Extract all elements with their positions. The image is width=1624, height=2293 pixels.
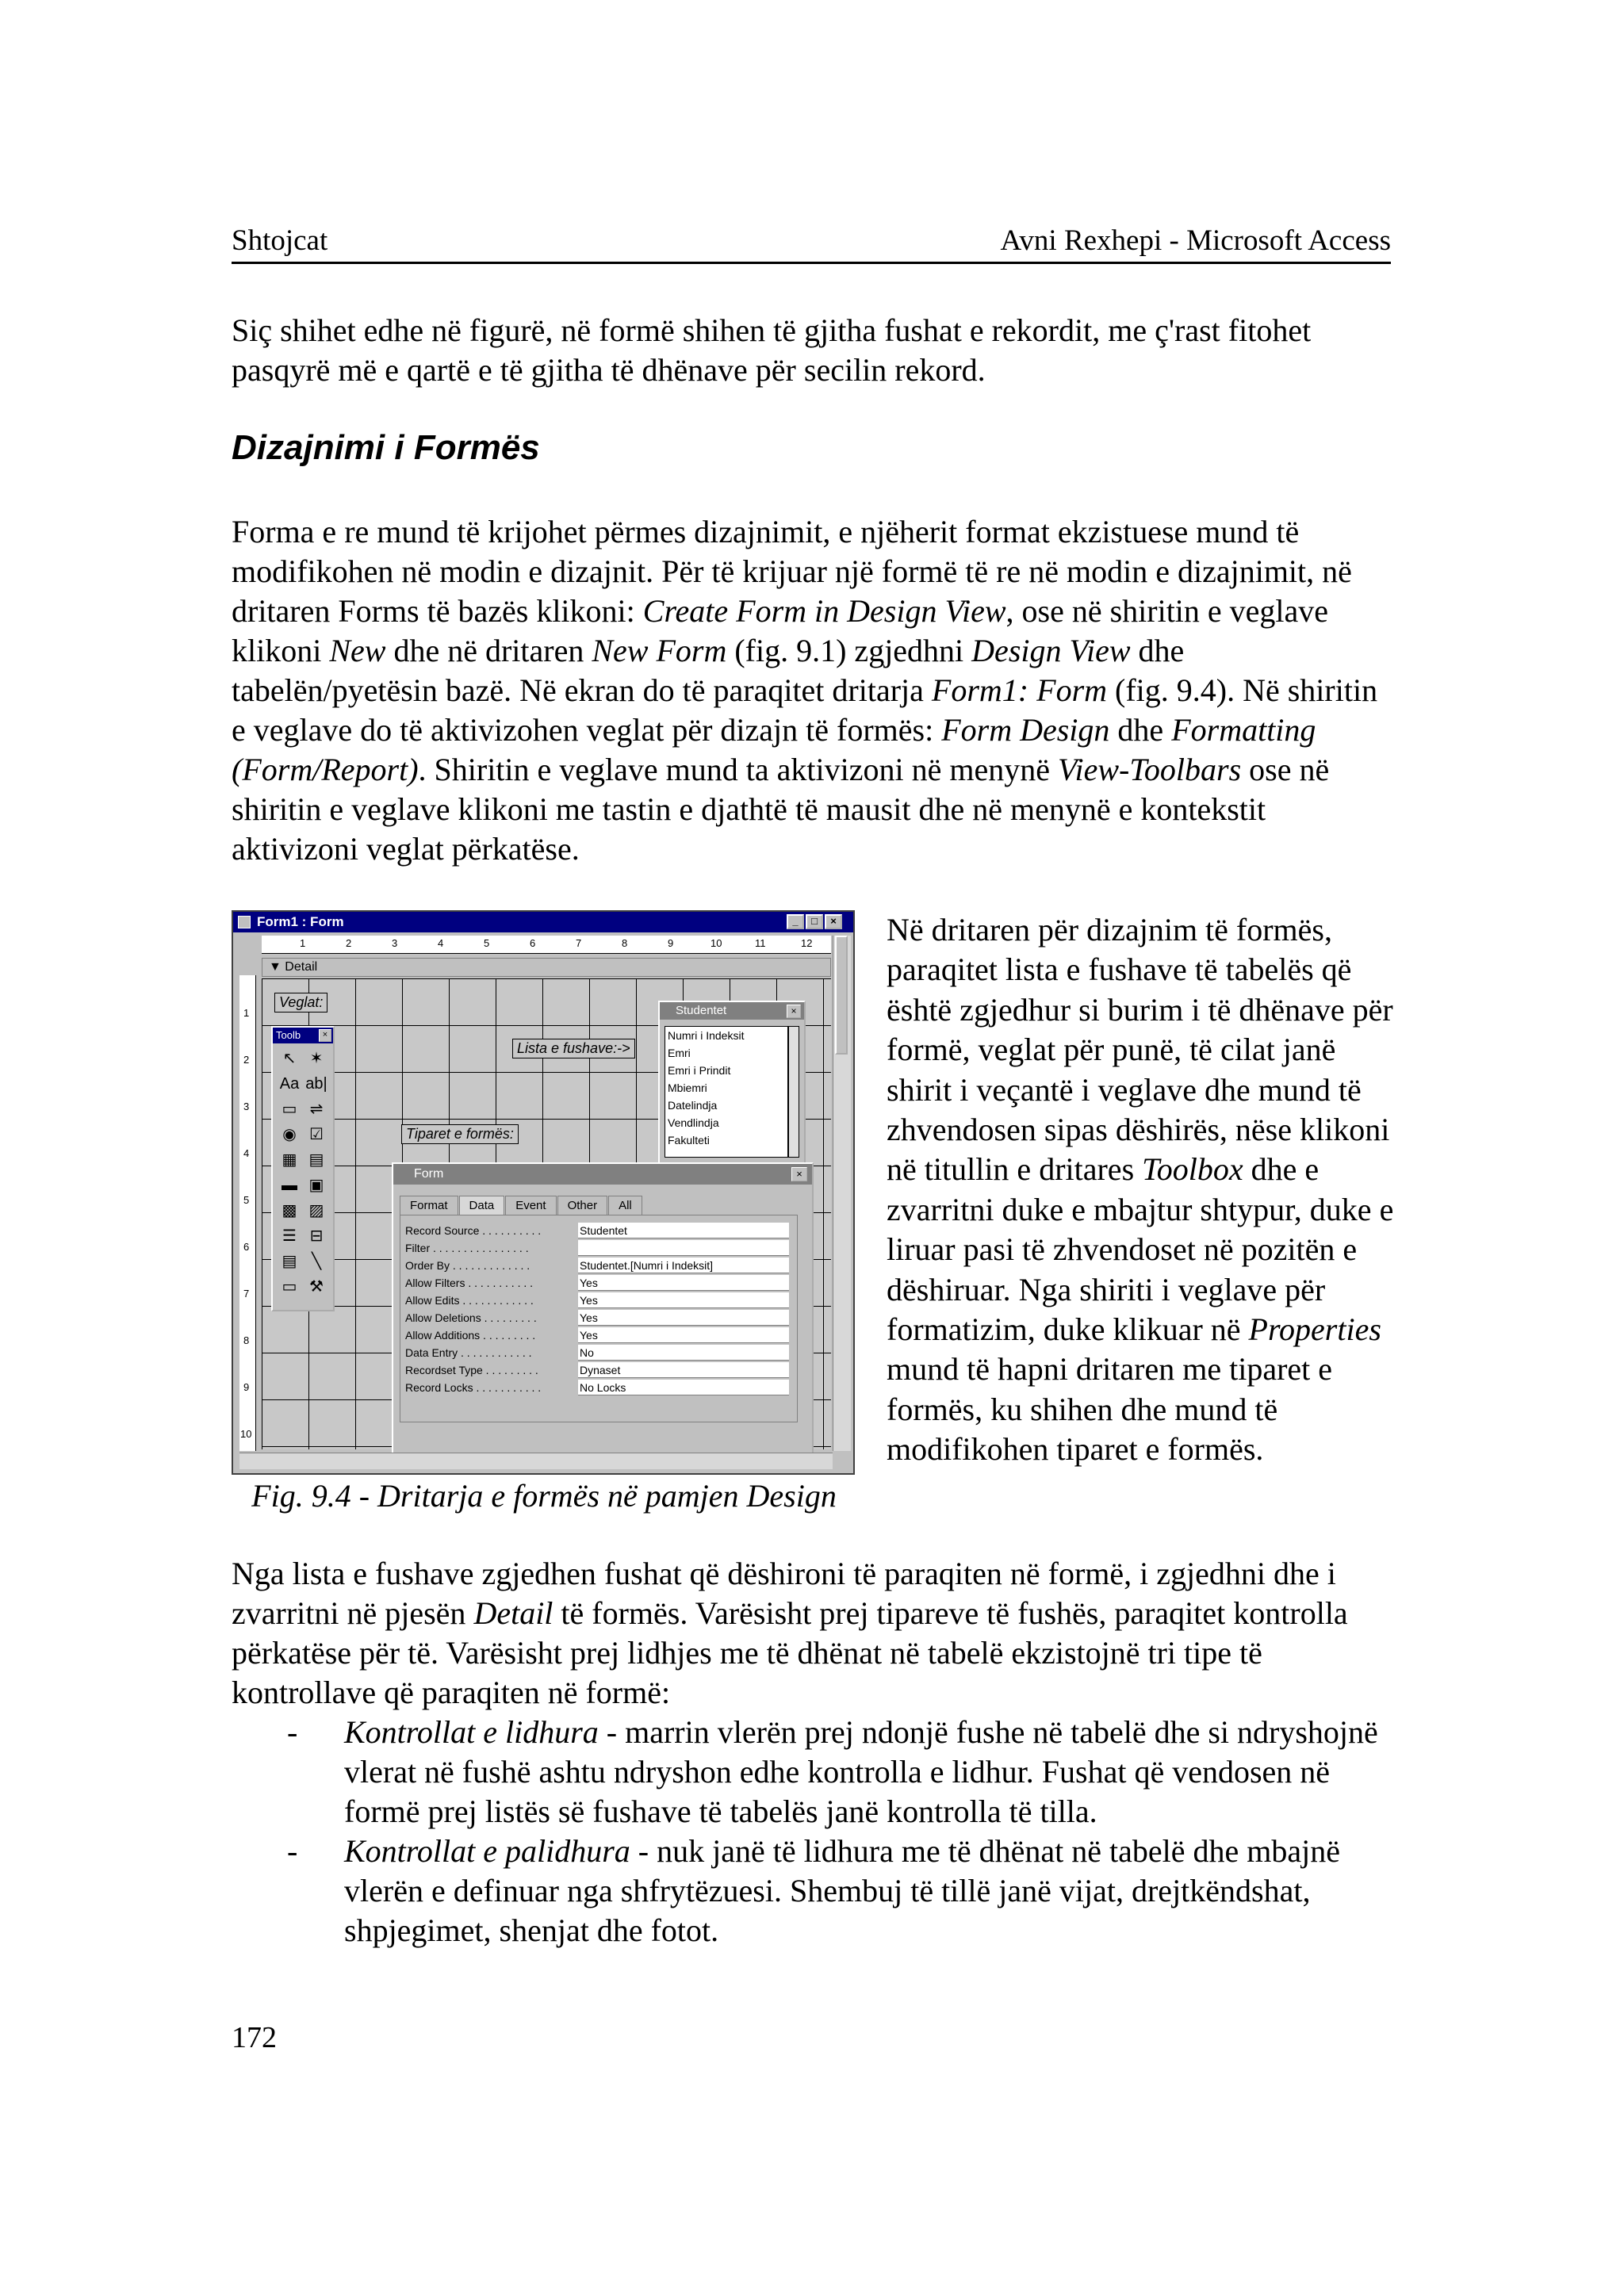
- label-tool-icon[interactable]: Aa: [279, 1075, 300, 1093]
- properties-tabs: [400, 1196, 643, 1215]
- side-paragraph: Në dritaren për dizajnim të formës, paraqitet lista e fushave të tabelës që është zgjedhur si burim i të dhënave për formë, veglat për punë, të cilat janë shirit i veçantë i veglave dhe mund të zhvendosen sipas dëshirës, nëse klikoni në titullin e dritares Toolbox dhe e zvarritni duke e mbajtur shtypur, duke e liruar pasi të zhvendoset në pozitën e dëshiruar. Nga shiriti i veglave për formatizim, duke klikuar në Properties mund të hapni dritaren me tiparet e formës, ku shihen dhe mund të modifikohen tiparet e formës.: [887, 912, 1394, 1468]
- combo-box-tool-icon[interactable]: ▦: [282, 1151, 297, 1169]
- property-row: Allow Deletions . . . . . . . . . Yes: [405, 1309, 794, 1326]
- select-objects-tool-icon[interactable]: ↖: [282, 1050, 297, 1067]
- close-button[interactable]: ×: [825, 914, 842, 929]
- list-item: - Kontrollat e lidhura - marrin vlerën prej ndonjë fushe në tabelë dhe si ndryshojnë vlerat në fushë ashtu ndryshon edhe kontrolla e lidhur. Fushat që vendosen në formë prej listës së fushave të tabelës janë kontrolla të tilla.: [287, 1714, 1378, 1829]
- property-value[interactable]: Studentet.[Numri i Indeksit]: [578, 1258, 789, 1273]
- figure-caption: Fig. 9.4 - Dritarja e formës në pamjen Design: [251, 1478, 837, 1514]
- field-item[interactable]: Fakulteti: [668, 1134, 710, 1146]
- form-window-icon: [238, 916, 251, 928]
- properties-close-button[interactable]: ×: [791, 1167, 807, 1181]
- property-value[interactable]: Yes: [578, 1292, 789, 1308]
- header-chapter: Shtojcat: [232, 224, 328, 257]
- detail-label: Detail: [285, 960, 318, 974]
- control-wizards-tool-icon[interactable]: ✶: [309, 1050, 324, 1067]
- tab-control-tool-icon[interactable]: ⊟: [309, 1227, 324, 1245]
- property-value[interactable]: No Locks: [578, 1380, 789, 1395]
- field-list: [665, 1026, 788, 1158]
- property-row: Order By . . . . . . . . . . . . . Studentet.[Numri i Indeksit]: [405, 1257, 794, 1274]
- scroll-thumb[interactable]: [835, 936, 848, 1055]
- field-list-title: Studentet: [676, 1004, 727, 1017]
- property-value[interactable]: Dynaset: [578, 1362, 789, 1378]
- field-item[interactable]: Vendlindja: [668, 1116, 719, 1129]
- field-list-window[interactable]: [658, 1001, 806, 1167]
- field-list-title-bar[interactable]: [660, 1002, 804, 1020]
- option-group-tool-icon[interactable]: ▭: [282, 1101, 297, 1118]
- properties-title-bar[interactable]: [393, 1164, 812, 1185]
- field-item[interactable]: Mbiemri: [668, 1081, 707, 1094]
- toolbox-close-button[interactable]: ×: [319, 1029, 331, 1042]
- field-item[interactable]: Datelindja: [668, 1099, 718, 1112]
- rectangle-tool-icon[interactable]: ▭: [282, 1278, 297, 1296]
- property-row: Record Source . . . . . . . . . . Studentet: [405, 1222, 794, 1239]
- command-button-tool-icon[interactable]: ▬: [282, 1177, 297, 1194]
- property-row: Record Locks . . . . . . . . . . . No Locks: [405, 1379, 794, 1396]
- vertical-ruler[interactable]: 1 2 3 4 5 6 7 8 9 10: [239, 975, 256, 1451]
- line-tool-icon[interactable]: ╲: [311, 1253, 322, 1270]
- field-list-close-button[interactable]: ×: [787, 1005, 801, 1018]
- field-item[interactable]: Numri i Indeksit: [668, 1029, 745, 1042]
- subform-tool-icon[interactable]: ▤: [282, 1253, 297, 1270]
- tab-format[interactable]: Format: [400, 1196, 458, 1215]
- section-heading: Dizajnimi i Formës: [232, 428, 540, 467]
- label-veglat[interactable]: Veglat:: [274, 993, 327, 1013]
- property-value[interactable]: [578, 1240, 789, 1256]
- field-item[interactable]: Emri: [668, 1047, 691, 1059]
- window-title: Form1 : Form: [257, 914, 344, 929]
- control-types-list: [232, 1713, 1391, 1950]
- property-row: Recordset Type . . . . . . . . . Dynaset: [405, 1361, 794, 1379]
- header-book-title: Avni Rexhepi - Microsoft Access: [1000, 224, 1391, 257]
- minimize-button[interactable]: _: [787, 914, 804, 929]
- field-list-scrollbar[interactable]: [788, 1026, 799, 1158]
- property-row: Filter . . . . . . . . . . . . . . . .: [405, 1239, 794, 1257]
- tab-event[interactable]: Event: [505, 1196, 556, 1215]
- toolbox-window[interactable]: [271, 1026, 335, 1311]
- properties-list: [400, 1215, 798, 1422]
- label-lista-e-fushave[interactable]: Lista e fushave:->: [512, 1039, 635, 1058]
- tab-all[interactable]: All: [608, 1196, 642, 1215]
- page-break-tool-icon[interactable]: ☰: [282, 1227, 297, 1245]
- body-paragraph-1: Forma e re mund të krijohet përmes dizajnimit, e njëherit format ekzistuese mund të modifikohen në modin e dizajnit. Për të krijuar një formë të re në modin e dizajnimit, në dritaren Forms të bazës klikoni: Create Form in Design View, ose në shiritin e veglave klikoni New dhe në dritaren New Form (fig. 9.1) zgjedhni Design View dhe tabelën/pyetësin bazë. Në ekran do të paraqitet dritarja Form1: Form (fig. 9.4). Në shiritin e veglave do të aktivizohen veglat për dizajn të formës: Form Design dhe Formatting (Form/Report). Shiritin e veglave mund ta aktivizoni në menynë View-Toolbars ose në shiritin e veglave klikoni me tastin e djathtë të mausit dhe në menynë e kontekstit aktivizoni veglat përkatëse.: [232, 514, 1378, 867]
- list-item: - Kontrollat e palidhura - nuk janë të lidhura me të dhënat në tabelë dhe mbajnë vlerën e definuar nga shfrytëzuesi. Shembuj të tillë janë vijat, drejtkëndshat, shpjegimet, shenjat dhe fotot.: [287, 1833, 1340, 1948]
- maximize-button[interactable]: □: [806, 914, 823, 929]
- list-box-tool-icon[interactable]: ▤: [308, 1151, 324, 1169]
- unbound-object-frame-tool-icon[interactable]: ▩: [282, 1202, 297, 1219]
- detail-section-bar[interactable]: [262, 958, 831, 977]
- intro-paragraph: Siç shihet edhe në figurë, në formë shihen të gjitha fushat e rekordit, me ç'rast fitohet pasqyrë më e qartë e të gjitha të dhënave për secilin rekord.: [232, 312, 1312, 388]
- tab-other[interactable]: Other: [557, 1196, 608, 1215]
- toolbox-tools: [273, 1043, 333, 1303]
- property-row: Allow Filters . . . . . . . . . . . Yes: [405, 1274, 794, 1292]
- label-tiparet-e-formes[interactable]: Tiparet e formës:: [401, 1124, 519, 1144]
- properties-title: Form: [414, 1167, 444, 1181]
- detail-arrow-icon: ▼: [269, 960, 282, 974]
- property-value[interactable]: No: [578, 1345, 789, 1361]
- image-tool-icon[interactable]: ▣: [308, 1177, 324, 1194]
- horizontal-scrollbar[interactable]: [239, 1453, 833, 1469]
- property-value[interactable]: Studentet: [578, 1223, 789, 1238]
- toggle-button-tool-icon[interactable]: ⇌: [309, 1101, 324, 1118]
- page-header: [232, 220, 1391, 264]
- property-row: Allow Edits . . . . . . . . . . . . Yes: [405, 1292, 794, 1309]
- bound-object-frame-tool-icon[interactable]: ▨: [308, 1202, 324, 1219]
- window-title-bar: [233, 912, 853, 932]
- tab-data[interactable]: Data: [459, 1196, 505, 1215]
- check-box-tool-icon[interactable]: ☑: [309, 1126, 324, 1143]
- option-button-tool-icon[interactable]: ◉: [282, 1126, 297, 1143]
- horizontal-ruler[interactable]: 1 2 3 4 5 6 7 8 9 10 11 12: [262, 936, 831, 954]
- more-controls-tool-icon[interactable]: ⚒: [309, 1278, 324, 1296]
- text-box-tool-icon[interactable]: ab|: [305, 1075, 327, 1093]
- property-value[interactable]: Yes: [578, 1327, 789, 1343]
- properties-window[interactable]: [392, 1162, 814, 1459]
- toolbox-title: Toolb: [276, 1029, 301, 1041]
- property-value[interactable]: Yes: [578, 1310, 789, 1326]
- vertical-scrollbar[interactable]: [833, 936, 851, 1451]
- property-value[interactable]: Yes: [578, 1275, 789, 1291]
- form-design-screenshot: [232, 910, 855, 1475]
- field-item[interactable]: Emri i Prindit: [668, 1064, 731, 1077]
- body-paragraph-2: Nga lista e fushave zgjedhen fushat që dëshironi të paraqiten në formë, i zgjedhni dhe i zvarritni në pjesën Detail të formës. Varësisht prej tipareve të fushës, paraqitet kontrolla përkatëse për të. Varësisht prej lidhjes me të dhënat në tabelë ekzistojnë tri tipe të kontrollave që paraqiten në formë:: [232, 1556, 1348, 1710]
- page-number: 172: [232, 2021, 277, 2054]
- property-row: Allow Additions . . . . . . . . . Yes: [405, 1326, 794, 1344]
- property-row: Data Entry . . . . . . . . . . . . No: [405, 1344, 794, 1361]
- toolbox-title-bar[interactable]: [273, 1028, 333, 1043]
- ruler-corner[interactable]: [239, 936, 259, 953]
